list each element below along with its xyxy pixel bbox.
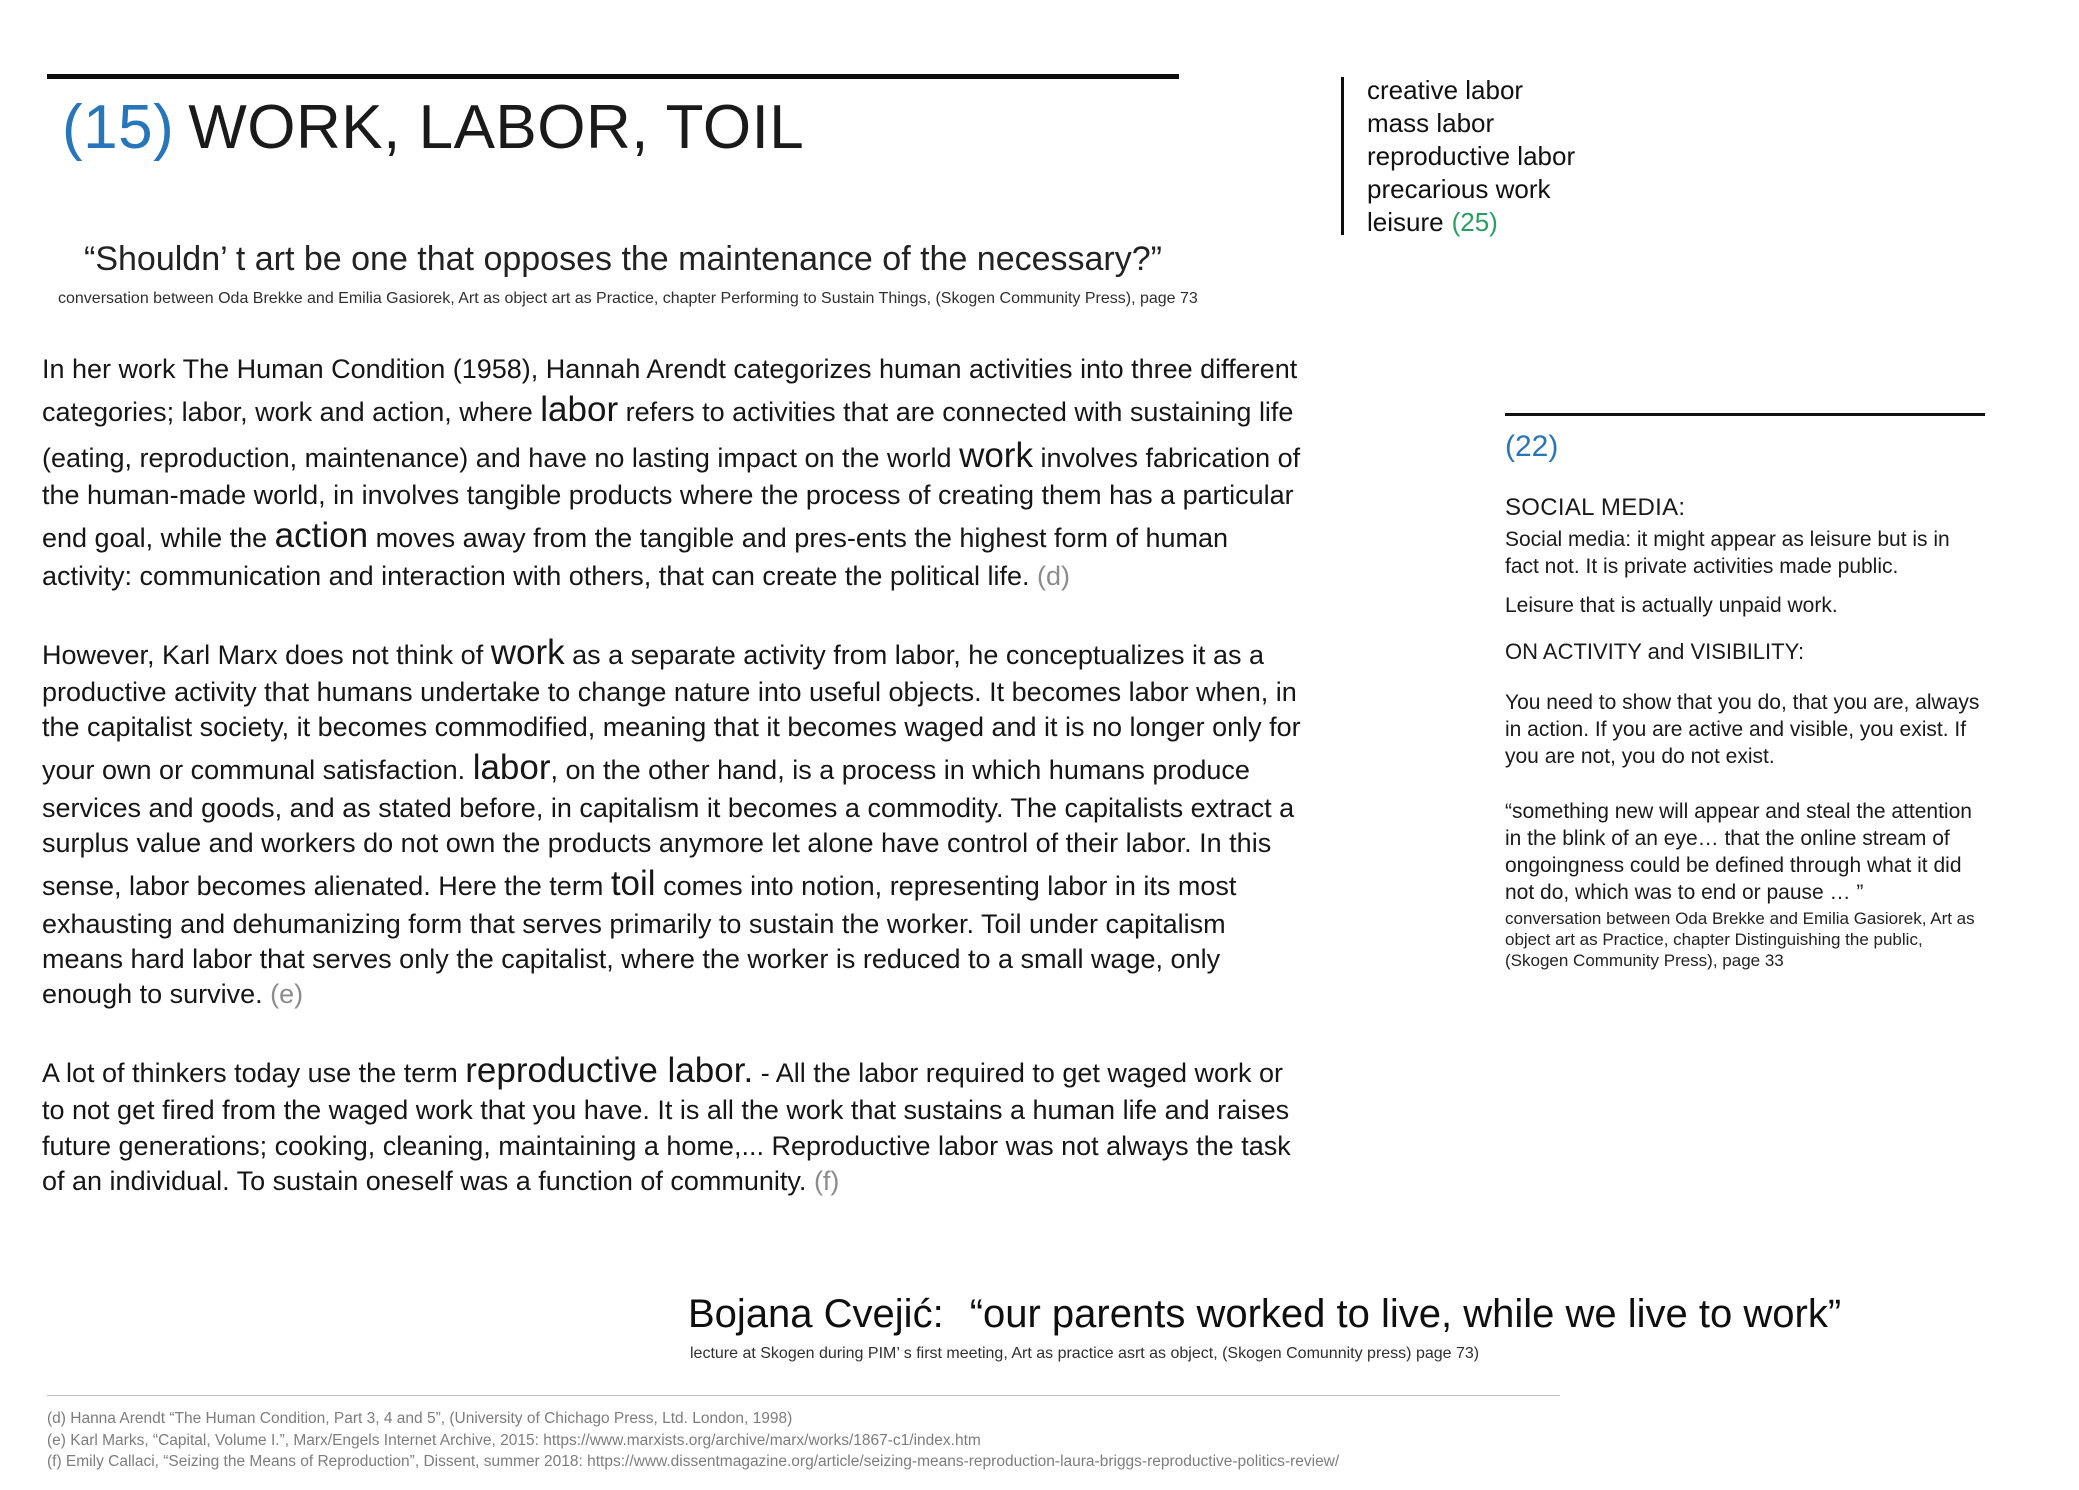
emphasized-term: work — [959, 435, 1033, 475]
closing-quote-attribution: lecture at Skogen during PIM’ s first meeting, Art as practice asrt as object, (Skogen Comunnity press) page 73) — [690, 1345, 1480, 1362]
emphasized-term: reproductive labor. — [465, 1050, 754, 1090]
footnote-marker: (e) — [270, 978, 304, 1009]
note-paragraph: Leisure that is actually unpaid work. — [1505, 594, 1838, 617]
note-rule — [1505, 413, 1985, 416]
note-heading: SOCIAL MEDIA: — [1505, 494, 1686, 521]
note-subheading: ON ACTIVITY and VISIBILITY: — [1505, 639, 1805, 664]
note-paragraph: You need to show that you do, that you are, always in action. If you are active and visible, you exist. If you are not, you do not exist. — [1505, 691, 1980, 768]
closing-quote-text: “our parents worked to live, while we live to work” — [969, 1292, 1842, 1336]
note-paragraph: Social media: it might appear as leisure but is in fact not. It is private activities made public. — [1505, 528, 1950, 578]
text-segment: involves fabrication of the human-made world, in involves tangible products where the process of creating them has a particular end goal, while the — [42, 442, 1301, 554]
related-terms-list — [1367, 74, 1575, 239]
text-segment: as a separate activity from labor, he conceptualizes it as a productive activity that humans undertake to change nature into useful objects. It becomes labor when, in the capitalist society, it becomes commodified, meaning that it becomes waged and it is no longer only for your own or communal satisfaction. — [42, 639, 1301, 786]
closing-quote-speaker: Bojana Cvejić: — [688, 1292, 944, 1336]
body-paragraph — [42, 352, 1310, 594]
text-segment: In her work The Human Condition (1958), Hannah Arendt categorizes human activities into three different categories; labor, work and action, where — [42, 354, 1298, 428]
related-term-label: leisure — [1367, 207, 1444, 237]
footnote-item: (e) Karl Marks, “Capital, Volume I.”, Marx/Engels Internet Archive, 2015: https://www.marxists.org/archive/marx/works/1867-c1/index.htm — [47, 1431, 981, 1449]
emphasized-term: toil — [610, 864, 656, 904]
text-segment: - All the labor required to get waged work or to not get fired from the waged work that you have. It is all the work that sustains a human life and raises future generations; cooking, cleaning, maintaining a home,... Reproductive labor was not always the task of an individual. To sustain oneself was a function of community. — [42, 1057, 1291, 1196]
entry-number: (15) — [62, 93, 175, 162]
note-entry-number: (22) — [1505, 430, 1559, 463]
related-term: reproductive labor — [1367, 141, 1576, 171]
note-22 — [1505, 413, 1987, 971]
text-segment: refers to activities that are connected with sustaining life (eating, reproduction, maintenance) and have no lasting impact on the world — [42, 397, 1294, 473]
footnotes-list — [47, 1408, 1339, 1473]
page-title — [62, 92, 804, 163]
footnote-item: (f) Emily Callaci, “Seizing the Means of Reproduction”, Dissent, summer 2018: https://www.dissentmagazine.org/article/seizing-means-reproduction-laura-briggs-reproductive-politics-review/ — [47, 1453, 1340, 1470]
header-quote: “Shouldn’ t art be one that opposes the maintenance of the necessary?” — [84, 240, 1162, 278]
emphasized-term: labor — [472, 748, 551, 788]
header-quote-attribution: conversation between Oda Brekke and Emilia Gasiorek, Art as object art as Practice, chapter Performing to Sustain Things, (Skogen Community Press), page 73 — [58, 290, 1198, 307]
header-rule — [47, 74, 1179, 79]
emphasized-term: action — [274, 516, 369, 556]
article — [42, 352, 1310, 1235]
closing-quote — [688, 1292, 1841, 1337]
related-term-ref: (25) — [1451, 207, 1498, 237]
text-segment: moves away from the tangible and pres-ents the highest form of human activity: communication and interaction with others, that can create the political life. — [42, 523, 1229, 591]
emphasized-term: labor — [540, 390, 619, 430]
related-term: mass labor — [1367, 108, 1495, 138]
text-segment: , on the other hand, is a process in which humans produce services and goods, and as stated before, in capitalism it becomes a commodity. The capitalists extract a surplus value and workers do not own the products anymore let alone have control of their labor. In this sense, labor becomes alienated. Here the term — [42, 755, 1295, 902]
note-quote: “something new will appear and steal the attention in the blink of an eye… that the online stream of ongoingness could be defined through what it did not do, which was to end or pause … ” — [1505, 800, 1972, 904]
footnote-marker: (f) — [813, 1165, 840, 1196]
related-term: creative labor — [1367, 75, 1524, 105]
emphasized-term: work — [490, 632, 565, 672]
body-paragraph — [42, 1048, 1310, 1199]
footnotes-rule — [47, 1395, 1560, 1396]
note-citation: conversation between Oda Brekke and Emilia Gasiorek, Art as object art as Practice, chapter Distinguishing the public, (Skogen Community Press), page 33 — [1505, 909, 1975, 970]
related-terms-rule — [1341, 77, 1344, 235]
page-title-text: WORK, LABOR, TOIL — [188, 93, 805, 162]
text-segment: A lot of thinkers today use the term — [42, 1057, 466, 1088]
text-segment: comes into notion, representing labor in its most exhausting and dehumanizing form that serves primarily to sustain the worker. Toil under capitalism means hard labor that serves only the capitalist, where the worker is reduced to a small wage, only enough to survive. — [42, 871, 1237, 1009]
footnote-item: (d) Hanna Arendt “The Human Condition, Part 3, 4 and 5”, (University of Chichago Press, Ltd. London, 1998) — [47, 1410, 793, 1427]
text-segment: However, Karl Marx does not think of — [42, 639, 491, 670]
related-term: precarious work — [1367, 174, 1551, 204]
footnote-marker: (d) — [1037, 560, 1070, 591]
related-term — [1367, 206, 1575, 239]
body-paragraph — [42, 630, 1310, 1012]
